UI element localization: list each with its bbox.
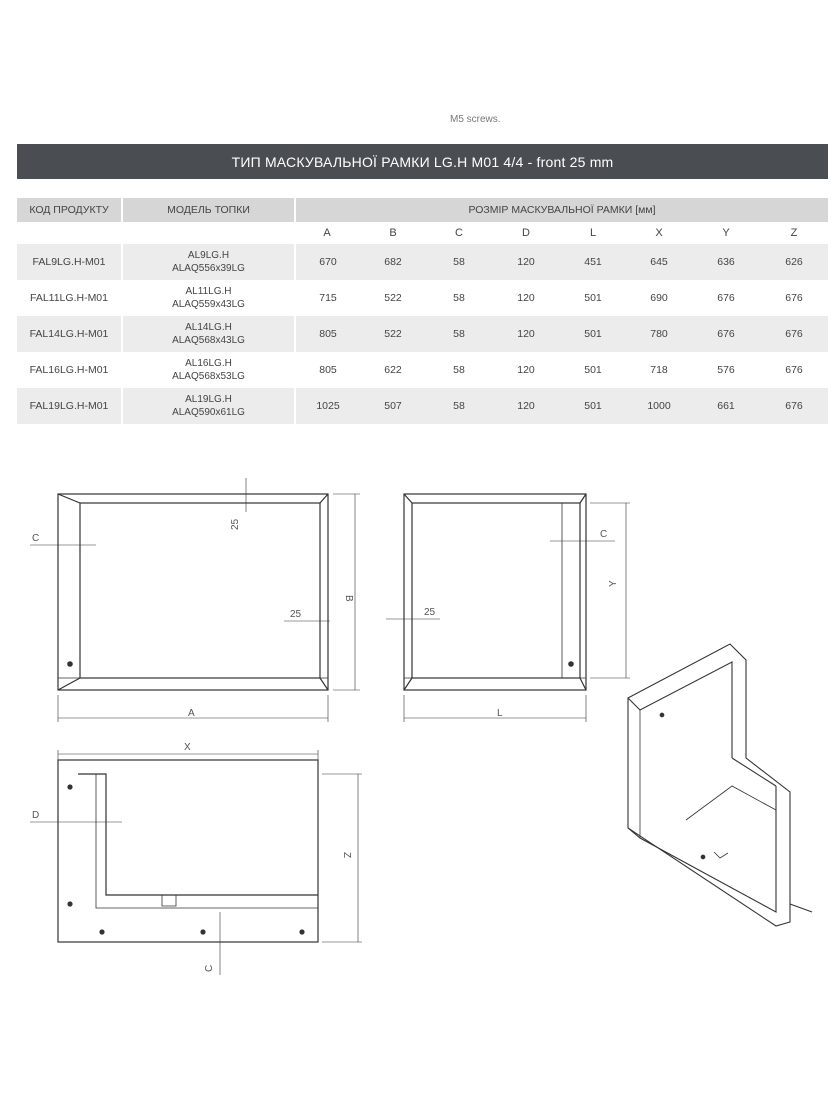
header-note: M5 screws. <box>450 114 501 125</box>
value-c: 58 <box>453 291 465 304</box>
value-z: 626 <box>760 244 828 280</box>
product-code: FAL16LG.H-M01 <box>29 363 109 376</box>
dim-header: L <box>589 227 597 239</box>
value-a: 805 <box>294 316 360 352</box>
value-c: 58 <box>453 363 465 376</box>
value-y: 661 <box>692 388 760 424</box>
value-z: 676 <box>760 388 828 424</box>
model-alt: ALAQ559x43LG <box>172 299 245 310</box>
dim-header: A <box>323 227 331 239</box>
value-l: 501 <box>560 388 626 424</box>
value-b: 522 <box>360 316 426 352</box>
value-a: 805 <box>294 352 360 388</box>
value-b: 522 <box>384 291 402 304</box>
value-c: 58 <box>426 388 492 424</box>
dim-header: D <box>522 227 530 239</box>
value-d: 120 <box>517 363 535 376</box>
value-x: 1000 <box>626 388 692 424</box>
dim-label-z: Z <box>341 852 352 859</box>
front-view-drawing <box>30 478 360 722</box>
value-z: 676 <box>785 363 803 376</box>
value-d: 120 <box>492 388 560 424</box>
dim-label-x: X <box>184 742 191 753</box>
value-c: 58 <box>426 244 492 280</box>
value-x: 690 <box>650 291 668 304</box>
dim-label-y: Y <box>608 580 619 587</box>
dim-label-c: C <box>32 533 40 544</box>
dim-label-d: D <box>32 810 40 821</box>
value-d: 120 <box>492 244 560 280</box>
dim-label-c-side: C <box>600 529 608 540</box>
dim-label-c-bottom: C <box>204 964 215 972</box>
isometric-view-drawing <box>628 644 812 926</box>
model-alt: ALAQ556x39LG <box>172 263 245 274</box>
col-header-model: МОДЕЛЬ ТОПКИ <box>121 198 294 222</box>
value-y: 576 <box>717 363 735 376</box>
value-x: 718 <box>650 363 668 376</box>
value-a: 715 <box>294 280 360 316</box>
model-alt: ALAQ590x61LG <box>172 407 245 418</box>
dim-label-front-25: 25 <box>290 609 302 620</box>
dim-header: Z <box>790 227 798 239</box>
value-y: 676 <box>692 316 760 352</box>
value-a: 1025 <box>294 388 360 424</box>
value-b: 507 <box>360 388 426 424</box>
value-d: 120 <box>492 316 560 352</box>
value-y: 676 <box>717 291 735 304</box>
value-b: 622 <box>384 363 402 376</box>
value-l: 501 <box>584 363 602 376</box>
value-z: 676 <box>760 316 828 352</box>
value-x: 645 <box>626 244 692 280</box>
dim-header: C <box>455 227 463 239</box>
dim-header: X <box>655 227 663 239</box>
model-name: AL16LG.H <box>185 358 232 369</box>
top-view-drawing <box>30 750 362 975</box>
value-a: 670 <box>294 244 360 280</box>
dim-label-top-25: 25 <box>230 518 241 530</box>
value-y: 636 <box>692 244 760 280</box>
dim-label-l: L <box>497 708 503 719</box>
col-header-size: РОЗМІР МАСКУВАЛЬНОЇ РАМКИ [мм] <box>294 198 828 222</box>
product-code: FAL11LG.H-M01 <box>29 291 108 304</box>
value-d: 120 <box>517 291 535 304</box>
dim-label-a: A <box>188 708 195 719</box>
col-header-code: КОД ПРОДУКТУ <box>17 198 121 222</box>
dim-header: B <box>389 227 397 239</box>
model-name: AL11LG.H <box>185 286 232 297</box>
table-title: ТИП МАСКУВАЛЬНОЇ РАМКИ LG.H M01 4/4 - front 25 mm <box>17 144 828 179</box>
value-x: 780 <box>626 316 692 352</box>
side-view-drawing <box>386 494 630 722</box>
product-code: FAL19LG.H-M01 <box>17 388 121 424</box>
dim-header: Y <box>722 227 730 239</box>
dim-label-b: B <box>343 595 354 602</box>
dim-label-front-25-side: 25 <box>424 607 436 618</box>
product-code: FAL9LG.H-M01 <box>17 244 121 280</box>
model-alt: ALAQ568x43LG <box>172 335 245 346</box>
model-name: AL19LG.H <box>185 394 232 405</box>
value-l: 501 <box>584 291 602 304</box>
value-l: 451 <box>560 244 626 280</box>
value-c: 58 <box>426 316 492 352</box>
model-alt: ALAQ568x53LG <box>172 371 245 382</box>
product-code: FAL14LG.H-M01 <box>17 316 121 352</box>
value-l: 501 <box>560 316 626 352</box>
model-name: AL14LG.H <box>185 322 232 333</box>
value-b: 682 <box>360 244 426 280</box>
model-name: AL9LG.H <box>187 250 230 261</box>
value-z: 676 <box>785 291 803 304</box>
